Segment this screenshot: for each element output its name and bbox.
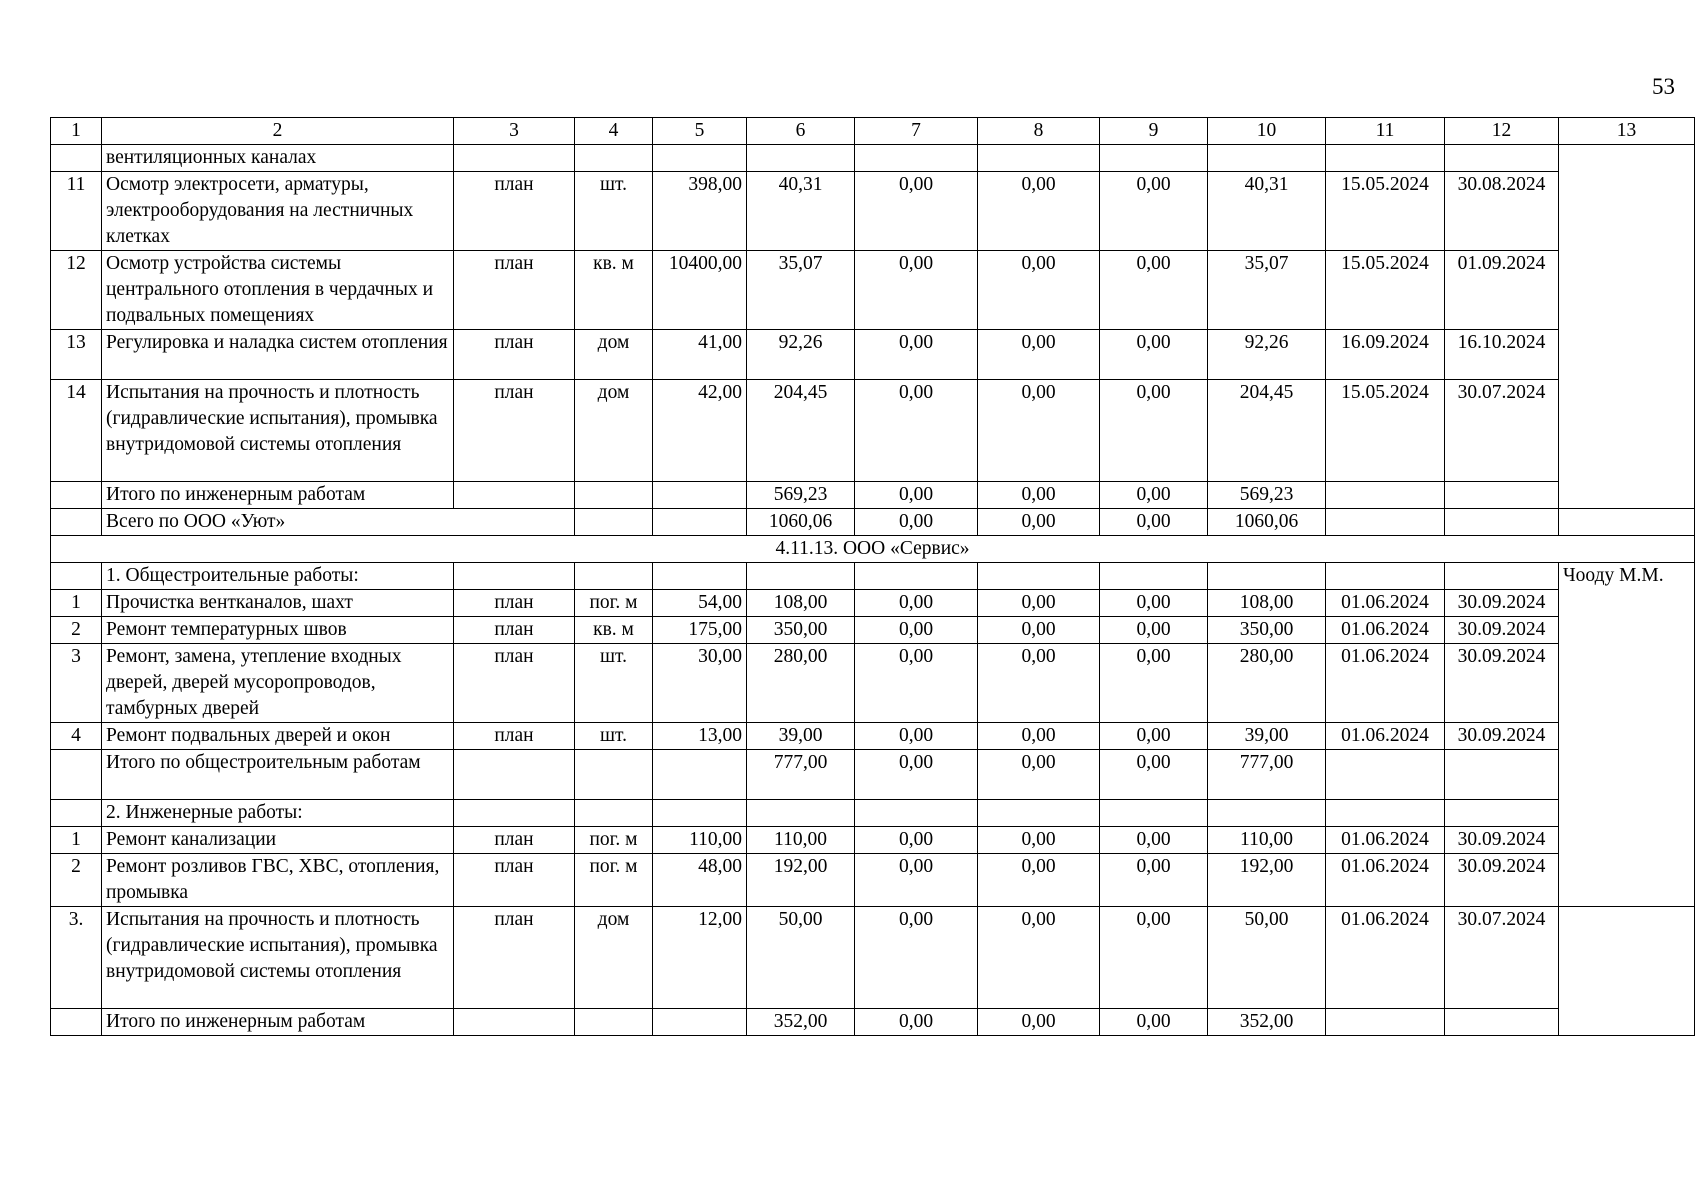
table-row bbox=[51, 330, 1695, 380]
start-date: 01.06.2024 bbox=[1326, 644, 1445, 723]
empty-cell bbox=[454, 800, 575, 827]
subtotal-label: Итого по инженерным работам bbox=[102, 482, 454, 509]
start-date: 01.06.2024 bbox=[1326, 617, 1445, 644]
table-row bbox=[51, 251, 1695, 330]
empty-cell bbox=[1445, 509, 1559, 536]
cost-col10: 108,00 bbox=[1208, 590, 1326, 617]
cost-col10: 204,45 bbox=[1208, 380, 1326, 482]
unit: пог. м bbox=[575, 827, 653, 854]
start-date: 15.05.2024 bbox=[1326, 251, 1445, 330]
cost-col9: 0,00 bbox=[1100, 723, 1208, 750]
cost-col8: 0,00 bbox=[978, 251, 1100, 330]
empty-cell bbox=[454, 750, 575, 800]
work-type: план bbox=[454, 251, 575, 330]
quantity: 13,00 bbox=[653, 723, 747, 750]
cost-col10: 280,00 bbox=[1208, 644, 1326, 723]
cost-col10: 350,00 bbox=[1208, 617, 1326, 644]
row-number: 1 bbox=[51, 590, 102, 617]
end-date: 30.09.2024 bbox=[1445, 854, 1559, 907]
empty-cell bbox=[653, 145, 747, 172]
cost-col9: 0,00 bbox=[1100, 617, 1208, 644]
column-header-7: 7 bbox=[855, 118, 978, 145]
empty-cell bbox=[51, 563, 102, 590]
cost-col7: 0,00 bbox=[855, 617, 978, 644]
cost-col8: 0,00 bbox=[978, 330, 1100, 380]
empty-cell bbox=[51, 1009, 102, 1036]
quantity: 30,00 bbox=[653, 644, 747, 723]
empty-cell bbox=[51, 482, 102, 509]
row-number: 2 bbox=[51, 854, 102, 907]
start-date: 01.06.2024 bbox=[1326, 723, 1445, 750]
empty-cell bbox=[1326, 563, 1445, 590]
work-type: план bbox=[454, 854, 575, 907]
cost-col7: 0,00 bbox=[855, 482, 978, 509]
cost-col6: 108,00 bbox=[747, 590, 855, 617]
cost-col7: 0,00 bbox=[855, 509, 978, 536]
responsible-person bbox=[1559, 145, 1695, 509]
cost-col6: 280,00 bbox=[747, 644, 855, 723]
end-date: 30.09.2024 bbox=[1445, 644, 1559, 723]
empty-cell bbox=[855, 145, 978, 172]
cost-col6: 777,00 bbox=[747, 750, 855, 800]
work-name: Ремонт канализации bbox=[102, 827, 454, 854]
end-date: 30.09.2024 bbox=[1445, 827, 1559, 854]
cost-col10: 1060,06 bbox=[1208, 509, 1326, 536]
cost-col8: 0,00 bbox=[978, 1009, 1100, 1036]
start-date: 15.05.2024 bbox=[1326, 380, 1445, 482]
empty-cell bbox=[51, 800, 102, 827]
cost-col9: 0,00 bbox=[1100, 172, 1208, 251]
work-name: Ремонт розливов ГВС, ХВС, отопления, промывка bbox=[102, 854, 454, 907]
start-date: 16.09.2024 bbox=[1326, 330, 1445, 380]
empty-cell bbox=[855, 800, 978, 827]
cost-col6: 192,00 bbox=[747, 854, 855, 907]
work-type: план bbox=[454, 172, 575, 251]
work-type: план bbox=[454, 723, 575, 750]
empty-cell bbox=[51, 509, 102, 536]
empty-cell bbox=[575, 800, 653, 827]
grand-total-label: Всего по ООО «Уют» bbox=[102, 509, 575, 536]
quantity: 110,00 bbox=[653, 827, 747, 854]
work-type: план bbox=[454, 330, 575, 380]
column-header-11: 11 bbox=[1326, 118, 1445, 145]
cost-col6: 39,00 bbox=[747, 723, 855, 750]
start-date: 01.06.2024 bbox=[1326, 827, 1445, 854]
page-number: 53 bbox=[1652, 74, 1675, 99]
cost-col10: 40,31 bbox=[1208, 172, 1326, 251]
empty-cell bbox=[575, 750, 653, 800]
cost-col8: 0,00 bbox=[978, 723, 1100, 750]
start-date: 01.06.2024 bbox=[1326, 590, 1445, 617]
column-header-5: 5 bbox=[653, 118, 747, 145]
cost-col9: 0,00 bbox=[1100, 750, 1208, 800]
column-header-4: 4 bbox=[575, 118, 653, 145]
cost-col9: 0,00 bbox=[1100, 482, 1208, 509]
end-date: 30.09.2024 bbox=[1445, 617, 1559, 644]
end-date: 01.09.2024 bbox=[1445, 251, 1559, 330]
empty-cell bbox=[747, 563, 855, 590]
cost-col8: 0,00 bbox=[978, 380, 1100, 482]
empty-cell bbox=[575, 1009, 653, 1036]
empty-cell bbox=[1326, 1009, 1445, 1036]
cost-col8: 0,00 bbox=[978, 907, 1100, 1009]
responsible-person: Чооду М.М. bbox=[1559, 563, 1695, 907]
table-row bbox=[51, 827, 1695, 854]
work-name: Ремонт, замена, утепление входных дверей, дверей мусоропроводов, тамбурных дверей bbox=[102, 644, 454, 723]
empty-cell bbox=[1100, 563, 1208, 590]
empty-cell bbox=[51, 750, 102, 800]
quantity: 42,00 bbox=[653, 380, 747, 482]
cost-col9: 0,00 bbox=[1100, 509, 1208, 536]
quantity: 12,00 bbox=[653, 907, 747, 1009]
table-row bbox=[51, 617, 1695, 644]
cost-col7: 0,00 bbox=[855, 907, 978, 1009]
empty-cell bbox=[454, 145, 575, 172]
cost-col7: 0,00 bbox=[855, 251, 978, 330]
cost-col7: 0,00 bbox=[855, 854, 978, 907]
empty-cell bbox=[575, 145, 653, 172]
quantity: 398,00 bbox=[653, 172, 747, 251]
group-heading: 1. Общестроительные работы: bbox=[102, 563, 454, 590]
subtotal-row bbox=[51, 1009, 1695, 1036]
empty-cell bbox=[1445, 563, 1559, 590]
cost-col8: 0,00 bbox=[978, 827, 1100, 854]
work-type: план bbox=[454, 590, 575, 617]
work-name: Регулировка и наладка систем отопления bbox=[102, 330, 454, 380]
cost-col9: 0,00 bbox=[1100, 251, 1208, 330]
empty-cell bbox=[454, 1009, 575, 1036]
cost-col9: 0,00 bbox=[1100, 330, 1208, 380]
unit: дом bbox=[575, 330, 653, 380]
cost-col6: 352,00 bbox=[747, 1009, 855, 1036]
empty-cell bbox=[1445, 800, 1559, 827]
row-number: 3 bbox=[51, 644, 102, 723]
start-date: 01.06.2024 bbox=[1326, 907, 1445, 1009]
table-row bbox=[51, 723, 1695, 750]
cost-col8: 0,00 bbox=[978, 509, 1100, 536]
empty-cell bbox=[653, 509, 747, 536]
cost-col6: 350,00 bbox=[747, 617, 855, 644]
work-name: вентиляционных каналах bbox=[102, 145, 454, 172]
empty-cell bbox=[1208, 563, 1326, 590]
cost-col7: 0,00 bbox=[855, 644, 978, 723]
cost-col9: 0,00 bbox=[1100, 380, 1208, 482]
cost-col6: 92,26 bbox=[747, 330, 855, 380]
unit: дом bbox=[575, 380, 653, 482]
column-header-1: 1 bbox=[51, 118, 102, 145]
empty-cell bbox=[1445, 145, 1559, 172]
work-type: план bbox=[454, 644, 575, 723]
end-date: 30.07.2024 bbox=[1445, 907, 1559, 1009]
end-date: 30.08.2024 bbox=[1445, 172, 1559, 251]
cost-col8: 0,00 bbox=[978, 644, 1100, 723]
cost-col8: 0,00 bbox=[978, 750, 1100, 800]
subtotal-row bbox=[51, 750, 1695, 800]
cost-col10: 352,00 bbox=[1208, 1009, 1326, 1036]
cost-col8: 0,00 bbox=[978, 172, 1100, 251]
work-type: план bbox=[454, 907, 575, 1009]
empty-cell bbox=[51, 145, 102, 172]
empty-cell bbox=[1445, 1009, 1559, 1036]
subtotal-label: Итого по инженерным работам bbox=[102, 1009, 454, 1036]
empty-cell bbox=[575, 509, 653, 536]
cost-col7: 0,00 bbox=[855, 750, 978, 800]
cost-col6: 1060,06 bbox=[747, 509, 855, 536]
column-header-12: 12 bbox=[1445, 118, 1559, 145]
quantity: 48,00 bbox=[653, 854, 747, 907]
cost-col6: 40,31 bbox=[747, 172, 855, 251]
column-header-2: 2 bbox=[102, 118, 454, 145]
cost-col10: 192,00 bbox=[1208, 854, 1326, 907]
cost-col7: 0,00 bbox=[855, 172, 978, 251]
unit: шт. bbox=[575, 723, 653, 750]
empty-cell bbox=[653, 800, 747, 827]
continuation-row bbox=[51, 145, 1695, 172]
empty-cell bbox=[1445, 750, 1559, 800]
cost-col9: 0,00 bbox=[1100, 644, 1208, 723]
empty-cell bbox=[575, 482, 653, 509]
empty-cell bbox=[1326, 482, 1445, 509]
empty-cell bbox=[978, 800, 1100, 827]
row-number: 4 bbox=[51, 723, 102, 750]
empty-cell bbox=[747, 800, 855, 827]
quantity: 10400,00 bbox=[653, 251, 747, 330]
empty-cell bbox=[1100, 145, 1208, 172]
cost-col9: 0,00 bbox=[1100, 907, 1208, 1009]
table-row bbox=[51, 380, 1695, 482]
unit: кв. м bbox=[575, 251, 653, 330]
end-date: 30.09.2024 bbox=[1445, 590, 1559, 617]
work-name: Ремонт температурных швов bbox=[102, 617, 454, 644]
cost-col10: 39,00 bbox=[1208, 723, 1326, 750]
empty-cell bbox=[1326, 509, 1445, 536]
subtotal-row bbox=[51, 482, 1695, 509]
work-type: план bbox=[454, 827, 575, 854]
group-heading-row bbox=[51, 800, 1695, 827]
cost-col10: 50,00 bbox=[1208, 907, 1326, 1009]
empty-cell bbox=[653, 1009, 747, 1036]
empty-cell bbox=[978, 563, 1100, 590]
subtotal-label: Итого по общестроительным работам bbox=[102, 750, 454, 800]
empty-cell bbox=[1326, 750, 1445, 800]
works-table bbox=[50, 117, 1695, 1036]
column-header-9: 9 bbox=[1100, 118, 1208, 145]
cost-col6: 50,00 bbox=[747, 907, 855, 1009]
row-number: 1 bbox=[51, 827, 102, 854]
cost-col8: 0,00 bbox=[978, 482, 1100, 509]
work-name: Ремонт подвальных дверей и окон bbox=[102, 723, 454, 750]
table-row bbox=[51, 907, 1695, 1009]
table-row bbox=[51, 590, 1695, 617]
group-heading-row bbox=[51, 563, 1695, 590]
row-number: 14 bbox=[51, 380, 102, 482]
row-number: 13 bbox=[51, 330, 102, 380]
end-date: 30.09.2024 bbox=[1445, 723, 1559, 750]
unit: шт. bbox=[575, 644, 653, 723]
work-type: план bbox=[454, 617, 575, 644]
cost-col7: 0,00 bbox=[855, 723, 978, 750]
empty-cell bbox=[1100, 800, 1208, 827]
section-title-row bbox=[51, 536, 1695, 563]
empty-cell bbox=[653, 563, 747, 590]
cost-col7: 0,00 bbox=[855, 827, 978, 854]
empty-cell bbox=[575, 563, 653, 590]
cost-col8: 0,00 bbox=[978, 854, 1100, 907]
cost-col8: 0,00 bbox=[978, 590, 1100, 617]
cost-col6: 110,00 bbox=[747, 827, 855, 854]
column-header-3: 3 bbox=[454, 118, 575, 145]
cost-col9: 0,00 bbox=[1100, 827, 1208, 854]
quantity: 54,00 bbox=[653, 590, 747, 617]
cost-col7: 0,00 bbox=[855, 380, 978, 482]
cost-col7: 0,00 bbox=[855, 590, 978, 617]
empty-cell bbox=[747, 145, 855, 172]
cost-col10: 35,07 bbox=[1208, 251, 1326, 330]
empty-cell bbox=[1559, 907, 1695, 1036]
empty-cell bbox=[978, 145, 1100, 172]
end-date: 16.10.2024 bbox=[1445, 330, 1559, 380]
empty-cell bbox=[1208, 800, 1326, 827]
row-number: 12 bbox=[51, 251, 102, 330]
cost-col9: 0,00 bbox=[1100, 590, 1208, 617]
work-name: Осмотр устройства системы центрального отопления в чердачных и подвальных помещениях bbox=[102, 251, 454, 330]
cost-col10: 92,26 bbox=[1208, 330, 1326, 380]
column-header-8: 8 bbox=[978, 118, 1100, 145]
column-header-10: 10 bbox=[1208, 118, 1326, 145]
quantity: 175,00 bbox=[653, 617, 747, 644]
cost-col7: 0,00 bbox=[855, 1009, 978, 1036]
empty-cell bbox=[1326, 145, 1445, 172]
table-row bbox=[51, 172, 1695, 251]
unit: шт. bbox=[575, 172, 653, 251]
work-name: Испытания на прочность и плотность (гидравлические испытания), промывка внутридомовой системы отопления bbox=[102, 380, 454, 482]
row-number: 11 bbox=[51, 172, 102, 251]
empty-cell bbox=[855, 563, 978, 590]
work-name: Осмотр электросети, арматуры, электрооборудования на лестничных клетках bbox=[102, 172, 454, 251]
cost-col6: 569,23 bbox=[747, 482, 855, 509]
empty-cell bbox=[653, 482, 747, 509]
work-name: Испытания на прочность и плотность (гидравлические испытания), промывка внутридомовой системы отопления bbox=[102, 907, 454, 1009]
cost-col8: 0,00 bbox=[978, 617, 1100, 644]
column-header-13: 13 bbox=[1559, 118, 1695, 145]
cost-col7: 0,00 bbox=[855, 330, 978, 380]
cost-col10: 777,00 bbox=[1208, 750, 1326, 800]
empty-cell bbox=[653, 750, 747, 800]
cost-col9: 0,00 bbox=[1100, 854, 1208, 907]
row-number: 2 bbox=[51, 617, 102, 644]
empty-cell bbox=[1208, 145, 1326, 172]
cost-col10: 110,00 bbox=[1208, 827, 1326, 854]
grand-total-row bbox=[51, 509, 1695, 536]
table-row bbox=[51, 854, 1695, 907]
header-row bbox=[51, 118, 1695, 145]
empty-cell bbox=[1559, 509, 1695, 536]
work-type: план bbox=[454, 380, 575, 482]
unit: пог. м bbox=[575, 590, 653, 617]
unit: пог. м bbox=[575, 854, 653, 907]
group-heading: 2. Инженерные работы: bbox=[102, 800, 454, 827]
end-date: 30.07.2024 bbox=[1445, 380, 1559, 482]
empty-cell bbox=[1326, 800, 1445, 827]
table-row bbox=[51, 644, 1695, 723]
cost-col10: 569,23 bbox=[1208, 482, 1326, 509]
empty-cell bbox=[454, 563, 575, 590]
work-name: Прочистка вентканалов, шахт bbox=[102, 590, 454, 617]
start-date: 01.06.2024 bbox=[1326, 854, 1445, 907]
row-number: 3. bbox=[51, 907, 102, 1009]
cost-col9: 0,00 bbox=[1100, 1009, 1208, 1036]
section-title: 4.11.13. ООО «Сервис» bbox=[51, 536, 1695, 563]
quantity: 41,00 bbox=[653, 330, 747, 380]
cost-col6: 35,07 bbox=[747, 251, 855, 330]
empty-cell bbox=[1445, 482, 1559, 509]
unit: дом bbox=[575, 907, 653, 1009]
cost-col6: 204,45 bbox=[747, 380, 855, 482]
empty-cell bbox=[454, 482, 575, 509]
column-header-6: 6 bbox=[747, 118, 855, 145]
start-date: 15.05.2024 bbox=[1326, 172, 1445, 251]
unit: кв. м bbox=[575, 617, 653, 644]
